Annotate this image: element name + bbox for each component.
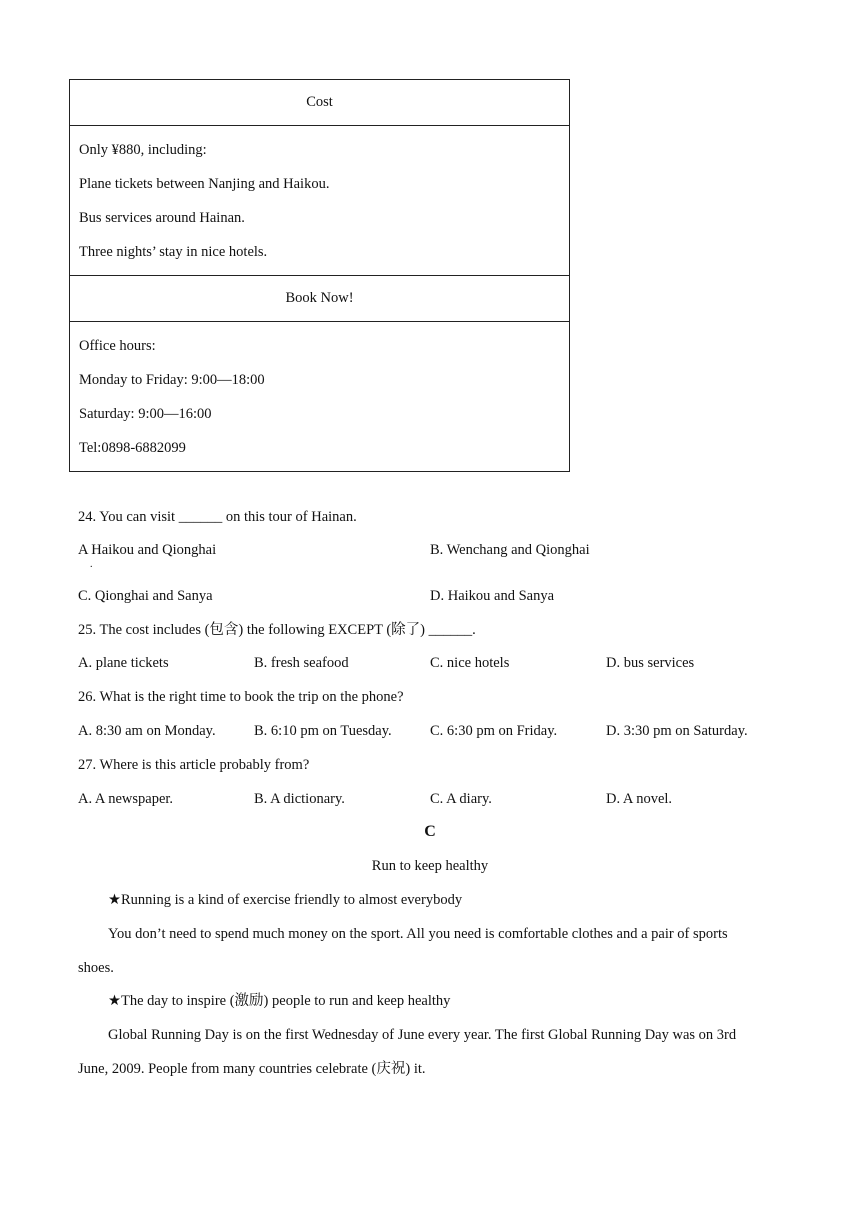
question-26-stem: 26. What is the right time to book the trip on the phone? — [78, 689, 404, 705]
q25-option-b: B. fresh seafood — [254, 655, 349, 671]
passage-paragraph-line: You don’t need to spend much money on the sport. All you need is comfortable clothes and a pair of sports — [108, 926, 728, 942]
q26-option-d: D. 3:30 pm on Saturday. — [606, 723, 748, 739]
q26-option-c: C. 6:30 pm on Friday. — [430, 723, 558, 739]
question-24-stem: 24. You can visit ______ on this tour of Hainan. — [78, 509, 357, 525]
passage-heading: ★Running is a kind of exercise friendly to almost everybody — [108, 892, 463, 908]
passage-paragraph-line: Global Running Day is on the first Wednesday of June every year. The first Global Running Day was on 3rd — [108, 1027, 737, 1043]
book-now-header: Book Now! — [70, 276, 570, 322]
q24-option-b: B. Wenchang and Qionghai — [430, 542, 590, 558]
question-25-stem: 25. The cost includes (包含) the following EXCEPT (除了) ______. — [78, 622, 476, 638]
q27-option-a: A. A newspaper. — [78, 791, 174, 807]
office-line: Tel:0898-6882099 — [79, 440, 186, 456]
cost-line: Plane tickets between Nanjing and Haikou. — [79, 176, 330, 192]
passage-paragraph-line: June, 2009. People from many countries celebrate (庆祝) it. — [78, 1061, 426, 1077]
q25-option-d: D. bus services — [606, 655, 695, 671]
passage-title: Run to keep healthy — [371, 858, 489, 874]
question-27-stem: 27. Where is this article probably from? — [78, 757, 310, 773]
stray-dot: . — [90, 559, 93, 570]
tour-info-table — [69, 79, 570, 472]
q27-option-b: B. A dictionary. — [254, 791, 345, 807]
section-letter: C — [424, 823, 436, 840]
cost-header: Cost — [70, 80, 570, 126]
cost-line: Three nights’ stay in nice hotels. — [79, 244, 268, 260]
q27-option-c: C. A diary. — [430, 791, 492, 807]
office-line: Office hours: — [79, 338, 156, 354]
office-line: Saturday: 9:00—16:00 — [79, 406, 212, 422]
passage-paragraph-line: shoes. — [78, 960, 114, 976]
q27-option-d: D. A novel. — [606, 791, 673, 807]
q25-option-c: C. nice hotels — [430, 655, 510, 671]
q25-option-a: A. plane tickets — [78, 655, 169, 671]
q24-option-a: A Haikou and Qionghai — [78, 542, 217, 558]
cost-line: Only ¥880, including: — [79, 142, 207, 158]
q26-option-a: A. 8:30 am on Monday. — [78, 723, 216, 739]
cost-details — [70, 126, 570, 276]
q24-option-d: D. Haikou and Sanya — [430, 588, 555, 604]
cost-line: Bus services around Hainan. — [79, 210, 245, 226]
office-line: Monday to Friday: 9:00—18:00 — [79, 372, 265, 388]
office-details — [70, 322, 570, 472]
q26-option-b: B. 6:10 pm on Tuesday. — [254, 723, 392, 739]
q24-option-c: C. Qionghai and Sanya — [78, 588, 213, 604]
passage-heading: ★The day to inspire (激励) people to run and keep healthy — [108, 993, 451, 1009]
